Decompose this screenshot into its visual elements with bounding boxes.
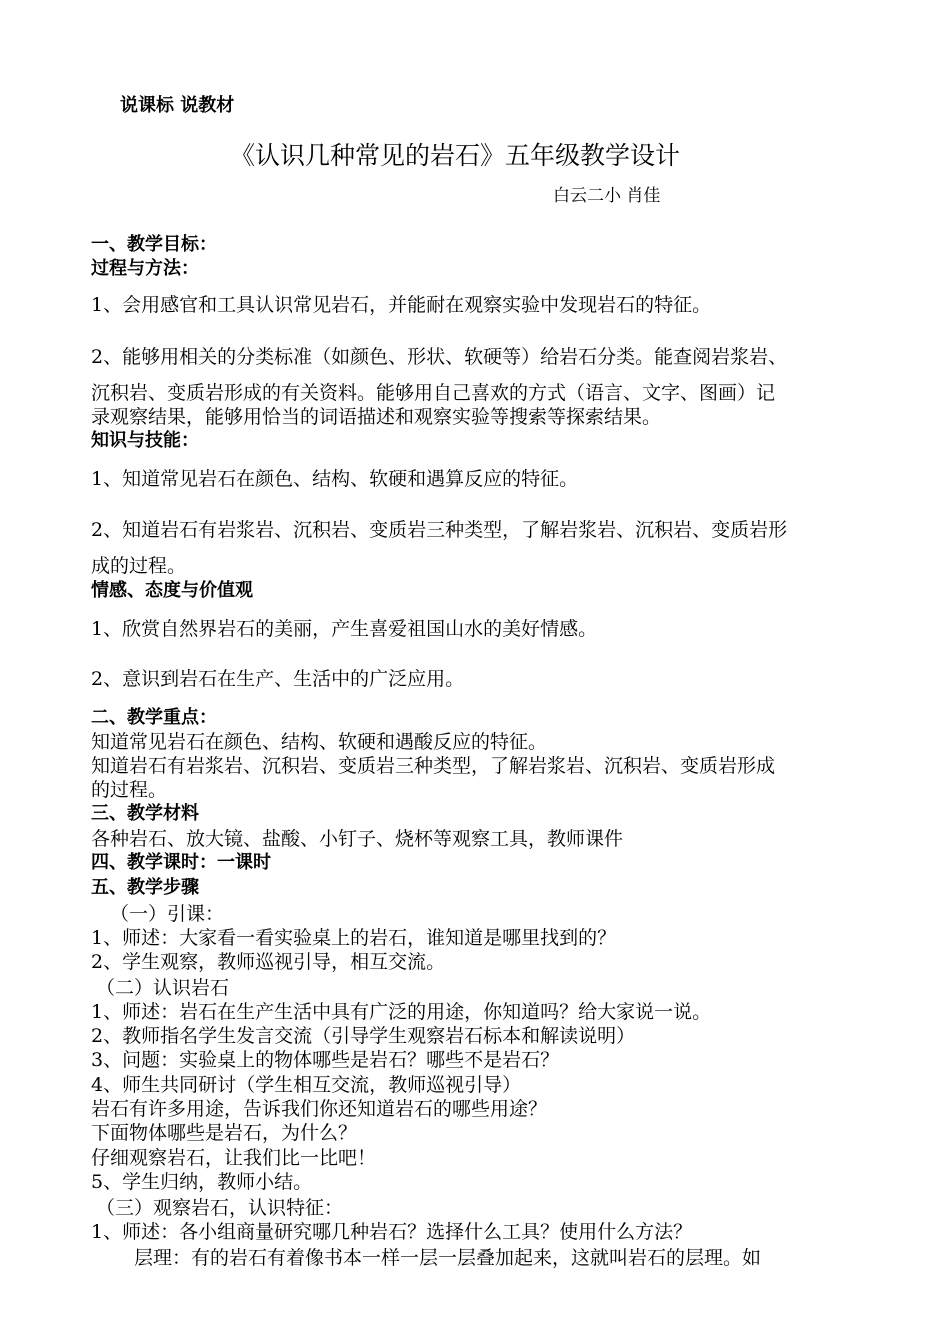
- list-item: 1、师述：各小组商量研究哪几种岩石？选择什么工具？使用什么方法？: [91, 1221, 693, 1243]
- step-heading: （一）引课：: [110, 903, 225, 925]
- paragraph: 1、知道常见岩石在颜色、结构、软硬和遇算反应的特征。: [91, 468, 579, 490]
- list-item: 4、师生共同研讨（学生相互交流，教师巡视引导）: [91, 1074, 522, 1096]
- author: 白云二小 肖佳: [553, 186, 661, 206]
- paragraph: 的过程。: [91, 779, 168, 801]
- paragraph: 2、意识到岩石在生产、生活中的广泛应用。: [91, 668, 465, 690]
- paragraph: 沉积岩、变质岩形成的有关资料。能够用自己喜欢的方式（语言、文字、图画）记: [91, 382, 776, 404]
- list-item: 3、问题：实验桌上的物体哪些是岩石？哪些不是岩石？: [91, 1049, 560, 1071]
- document-title: 《认识几种常见的岩石》五年级教学设计: [230, 141, 681, 170]
- list-item: 5、学生归纳，教师小结。: [91, 1171, 313, 1193]
- list-item: 1、师述：大家看一看实验桌上的岩石，谁知道是哪里找到的？: [91, 927, 617, 949]
- paragraph: 知道岩石有岩浆岩、沉积岩、变质岩三种类型，了解岩浆岩、沉积岩、变质岩形成: [91, 755, 776, 777]
- section-3-heading: 三、教学材料: [91, 803, 199, 824]
- list-item: 1、师述：岩石在生产生活中具有广泛的用途，你知道吗？给大家说一说。: [91, 1001, 712, 1023]
- section-4-heading: 四、教学课时：一课时: [91, 852, 271, 873]
- paragraph: 知道常见岩石在颜色、结构、软硬和遇酸反应的特征。: [91, 731, 548, 753]
- list-item: 仔细观察岩石，让我们比一比吧！: [91, 1147, 377, 1169]
- list-item: 2、学生观察，教师巡视引导，相互交流。: [91, 951, 446, 973]
- list-item: 下面物体哪些是岩石，为什么？: [91, 1122, 358, 1144]
- header-label: 说课标 说教材: [120, 95, 235, 116]
- paragraph: 1、会用感官和工具认识常见岩石，并能耐在观察实验中发现岩石的特征。: [91, 294, 712, 316]
- section-2-heading: 二、教学重点：: [91, 707, 217, 728]
- section-5-heading: 五、教学步骤: [91, 877, 199, 898]
- paragraph: 成的过程。: [91, 555, 187, 577]
- paragraph: 2、知道岩石有岩浆岩、沉积岩、变质岩三种类型，了解岩浆岩、沉积岩、变质岩形: [91, 519, 788, 541]
- step-heading: （三）观察岩石，认识特征：: [96, 1197, 344, 1219]
- paragraph: 2、能够用相关的分类标准（如颜色、形状、软硬等）给岩石分类。能查阅岩浆岩、: [91, 346, 788, 368]
- list-item: 2、教师指名学生发言交流（引导学生观察岩石标本和解读说明）: [91, 1025, 636, 1047]
- step-heading: （二）认识岩石: [96, 977, 230, 999]
- paragraph: 层理：有的岩石有着像书本一样一层一层叠加起来，这就叫岩石的层理。如: [134, 1247, 762, 1269]
- subheading-emotion: 情感、态度与价值观: [91, 580, 253, 601]
- subheading-process: 过程与方法：: [91, 258, 199, 279]
- subheading-knowledge: 知识与技能：: [91, 430, 199, 451]
- paragraph: 1、欣赏自然界岩石的美丽，产生喜爱祖国山水的美好情感。: [91, 618, 598, 640]
- list-item: 岩石有许多用途，告诉我们你还知道岩石的哪些用途？: [91, 1098, 548, 1120]
- paragraph: 录观察结果，能够用恰当的词语描述和观察实验等搜索等探索结果。: [91, 406, 662, 428]
- paragraph: 各种岩石、放大镜、盐酸、小钉子、烧杯等观察工具，教师课件: [91, 828, 624, 850]
- section-1-heading: 一、教学目标：: [91, 234, 217, 255]
